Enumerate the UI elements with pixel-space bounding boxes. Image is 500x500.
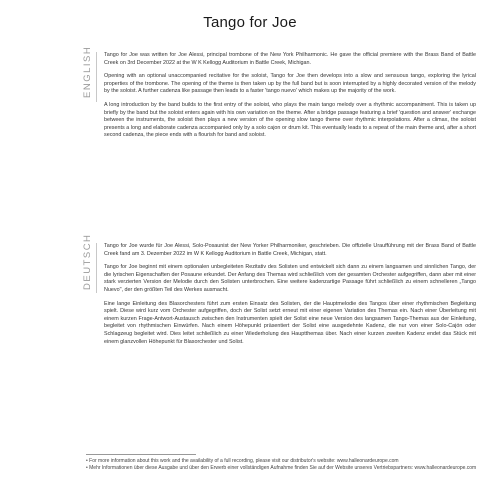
deutsch-section [104, 243, 476, 352]
deutsch-side-label: DEUTSCH [82, 233, 93, 290]
deutsch-divider [96, 243, 97, 293]
footer-note-english: • For more information about this work and the availability of a full recording, please visit our distributor's website: www.halleonardeurope.com [86, 458, 399, 464]
english-divider [96, 52, 97, 102]
english-section [104, 52, 476, 146]
footer-notes [86, 458, 478, 471]
english-paragraph: Tango for Joe was written for Joe Alessi, principal trombone of the New York Philharmonic. He gave the official premiere with the Brass Band of Battle Creek on 3rd December 2022 at the W K Kellogg Auditorium in Battle Creek, Michigan. [104, 52, 476, 66]
footer-rule [86, 454, 196, 455]
english-paragraph: Opening with an optional unaccompanied recitative for the soloist, Tango for Joe then develops into a slow and sensuous tango, exploring the lyrical properties of the trombone. The opening of the theme is then taken up by the full band but is soon interrupted by a highly decorated version of the melody by the soloist. A further cadenza like passage then leads to a faster 'tango nuevo' which makes up the majority of the work. [104, 73, 476, 95]
deutsch-paragraph: Eine lange Einleitung des Blasorchesters führt zum ersten Einsatz des Solisten, der die Hauptmelodie des Tangos über einer rhythmischen Begleitung spielt. Diese wird kurz vom Orchester aufgegriffen, doch der Solist setzt erneut mit einer eigenen Variation des Themas ein. Nach einer Überleitung mit einem kurzen Frage-Antwort-Austausch zwischen den Instrumenten spielt der Solist eine neue Version des langsamen Tango-Themas aus der Einleitung, begleitet von rhythmischen Einwürfen. Nach einem Höhepunkt präsentiert der Solist eine ausgedehnte Kadenz, die nur von einer Solo-Cajón oder Schlagzeug begleitet wird. Dies leitet schließlich zu einer Wiederholung des Hauptthemas über. Nach einer kurzen zweiten Kadenz endet das Stück mit einem glanzvollen Höhepunkt für Blasorchester und Solist. [104, 300, 476, 345]
page-title: Tango for Joe [203, 14, 297, 31]
english-side-label: ENGLISH [82, 45, 93, 98]
footer-note-deutsch: • Mehr Informationen über diese Ausgabe und über den Erwerb einer vollständigen Aufnahme finden Sie auf der Website unseres Vertriebspartners: www.halleonardeurope.com [86, 464, 477, 471]
deutsch-paragraph: Tango for Joe beginnt mit einem optionalen unbegleiteten Rezitativ des Solisten und entwickelt sich dann zu einem langsamen und sinnlichen Tango, der die lyrischen Eigenschaften der Posaune erkundet. Der Anfang des Themas wird schließlich vom der gesamten Orchester aufgegriffen, dann aber mit einer stark verzierten Version der Melodie durch den Solisten unterbrochen. Eine weitere kadenzartige Passage führt schließlich zu einem schnelleren „Tango Nuevo", der den größten Teil des Werkes ausmacht. [104, 264, 476, 293]
english-paragraph: A long introduction by the band builds to the first entry of the soloist, who plays the main tango melody over a rhythmic accompaniment. This is taken up briefly by the band but the soloist enters again with his own variation on the theme. After a bridge passage featuring a brief 'question and answer' exchange between the instruments, the soloist then plays a new version of the opening slow tango theme over rhythmic interpolations. After a climax, the soloist presents a long and elaborate cadenza accompanied only by a solo cajon or drum kit. This eventually leads to a repeat of the main theme and, after a short second cadenza, the piece ends with a flourish for band and soloist. [104, 101, 476, 139]
deutsch-paragraph: Tango for Joe wurde für Joe Alessi, Solo-Posaunist der New Yorker Philharmoniker, geschrieben. Die offizielle Uraufführung mit der Brass Band of Battle Creek fand am 3. Dezember 2022 im W K Kellogg Auditorium in Battle Creek, Michigan, statt. [104, 243, 476, 257]
